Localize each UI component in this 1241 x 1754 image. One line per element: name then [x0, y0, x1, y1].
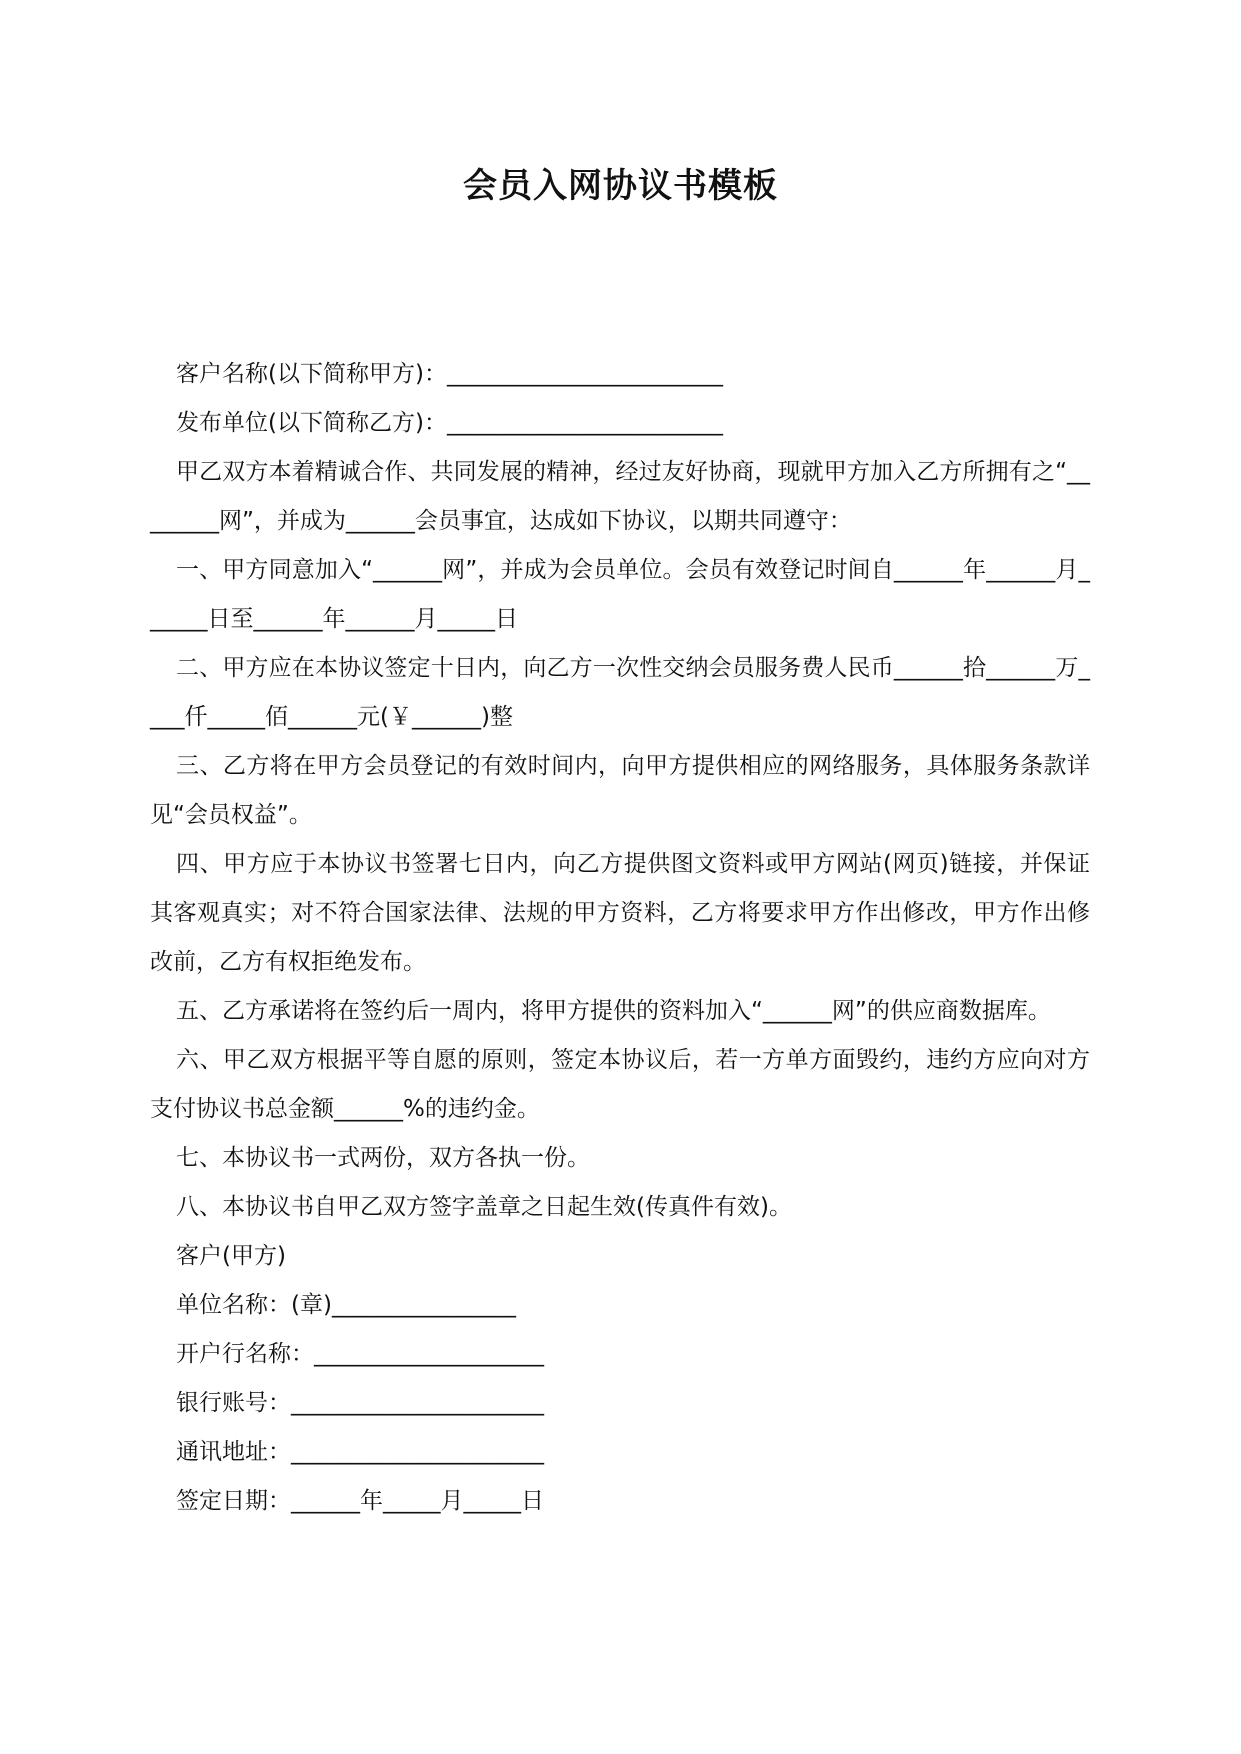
clause-4: 四、甲方应于本协议书签署七日内，向乙方提供图文资料或甲方网站(网页)链接，并保证其客观真实；对不符合国家法律、法规的甲方资料，乙方将要求甲方作出修改，甲方作出修改前，乙方有权拒绝发布。	[150, 851, 1090, 975]
document-body	[150, 350, 1090, 1526]
bank-name-line: 开户行名称：____________________	[176, 1341, 544, 1367]
document-title: 会员入网协议书模板	[463, 166, 778, 206]
company-name-line: 单位名称：(章)________________	[176, 1292, 516, 1318]
clause-3: 三、乙方将在甲方会员登记的有效时间内，向甲方提供相应的网络服务，具体服务条款详见“会员权益”。	[150, 753, 1090, 828]
clause-1: 一、甲方同意加入“______网”，并成为会员单位。会员有效登记时间自______年______月______日至______年______月_____日	[150, 557, 1090, 632]
party-a-name-line: 客户名称(以下简称甲方)：________________________	[176, 361, 723, 387]
party-b-name-line: 发布单位(以下简称乙方)：________________________	[176, 410, 723, 436]
clause-5: 五、乙方承诺将在签约后一周内，将甲方提供的资料加入“______网”的供应商数据库。	[176, 998, 1051, 1024]
preamble-paragraph: 甲乙双方本着精诚合作、共同发展的精神，经过友好协商，现就甲方加入乙方所拥有之“________网”，并成为______会员事宜，达成如下协议，以期共同遵守：	[150, 459, 1090, 534]
clause-8: 八、本协议书自甲乙双方签字盖章之日起生效(传真件有效)。	[176, 1194, 792, 1220]
party-a-heading: 客户(甲方)	[176, 1243, 286, 1269]
clause-7: 七、本协议书一式两份，双方各执一份。	[176, 1145, 590, 1171]
clause-2: 二、甲方应在本协议签定十日内，向乙方一次性交纳会员服务费人民币______拾______万____仟_____佰______元(￥______)整	[150, 655, 1090, 730]
clause-6: 六、甲乙双方根据平等自愿的原则，签定本协议后，若一方单方面毁约，违约方应向对方支付协议书总金额______%的违约金。	[150, 1047, 1090, 1122]
bank-account-line: 银行账号：______________________	[176, 1390, 544, 1416]
address-line: 通讯地址：______________________	[176, 1439, 544, 1465]
signing-date-line: 签定日期：______年_____月_____日	[176, 1488, 544, 1514]
